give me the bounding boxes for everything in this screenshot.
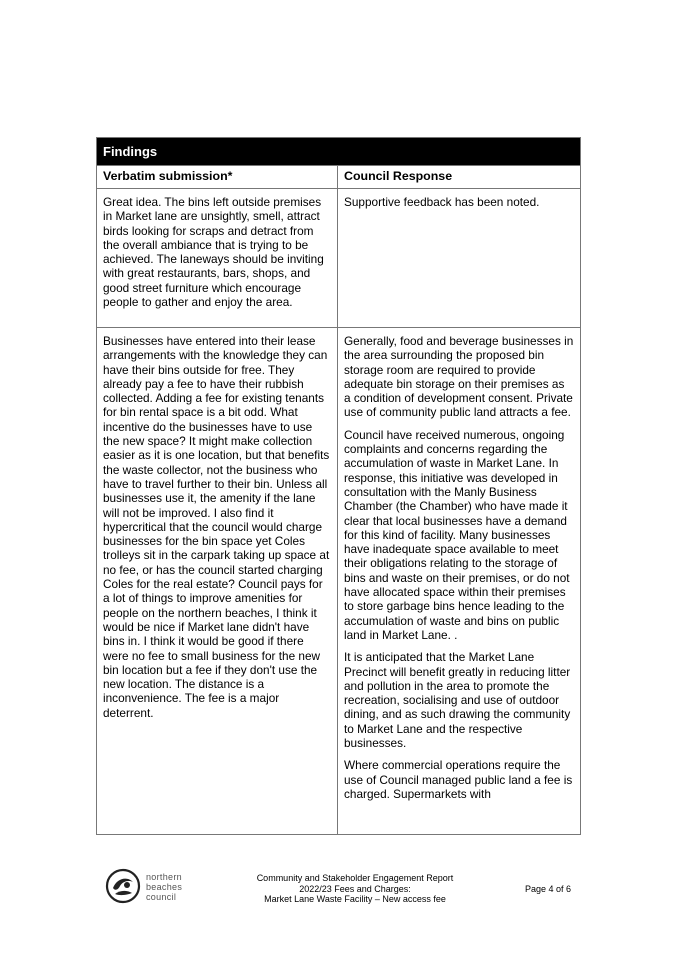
submission-text: Businesses have entered into their lease arrangements with the knowledge they can have their bins outside for free. They already pay a fee to have their rubbish collected. Adding a fee for existing tenants for bin rental space is a bit odd. What incentive do the businesses have to use the new space? It might make collection easier as it is one location, but that benefits the waste collector, not the business who have to travel further to their bin. Unless all businesses use it, the amenity if the lane will not be improved. I also find it hypercritical that the council would charge businesses for the bin space yet Coles trolleys sit in the carpark taking up space at no fee, or has the council started charging Coles for the real estate? Council pays for a lot of things to improve amenities for people on the northern beaches, I think it would be nice if Market lane didn't have bins in. I think it would be good if there were no fee to small business for the new bin location but a fee if they don't use the new location. The distance is a inconvenience. The fee is a major deterrent. xyxy=(103,334,330,720)
response-cell xyxy=(338,328,581,835)
submission-text: Great idea. The bins left outside premises in Market lane are unsightly, smell, attract birds looking for scraps and detract from the overall ambiance that is trying to be achieved. The laneways should be inviting with great restaurants, bars, shops, and good street furniture which encourage people to gather and enjoy the area. xyxy=(103,195,324,310)
table-title-row xyxy=(97,138,581,166)
submission-cell xyxy=(97,328,338,835)
response-cell xyxy=(338,189,581,328)
response-text: Supportive feedback has been noted. xyxy=(344,195,540,209)
table-row xyxy=(97,328,581,835)
response-paragraph: Where commercial operations require the use of Council managed public land a fee is charged. Supermarkets with xyxy=(344,758,573,801)
table-title: Findings xyxy=(97,138,581,166)
footer-line: 2022/23 Fees and Charges: xyxy=(299,883,411,894)
council-logo-icon xyxy=(105,868,141,904)
submission-cell xyxy=(97,189,338,328)
table-header-row xyxy=(97,166,581,189)
page-footer xyxy=(0,860,675,920)
response-paragraph: It is anticipated that the Market Lane Precinct will benefit greatly in reducing litter and pollution in the area to promote the recreation, socialising and use of outdoor dining, and as such drawing the community to Market Lane and the respective businesses. xyxy=(344,650,571,751)
response-paragraph: Generally, food and beverage businesses in the area surrounding the proposed bin storage room are required to provide adequate bin storage on their premises as a condition of development consent. Private use of community public land attracts a fee. xyxy=(344,334,574,420)
footer-report-title xyxy=(240,873,470,905)
logo-word: northern xyxy=(146,872,182,882)
footer-line: Community and Stakeholder Engagement Report xyxy=(256,873,454,883)
council-logo-wordmark xyxy=(146,872,182,902)
column-header-response: Council Response xyxy=(338,166,581,189)
findings-table xyxy=(96,137,581,835)
column-header-submission: Verbatim submission* xyxy=(97,166,338,189)
page-number: Page 4 of 6 xyxy=(525,884,572,894)
response-paragraph: Council have received numerous, ongoing complaints and concerns regarding the accumulation of waste in Market Lane. In response, this initiative was developed in consultation with the Manly Business Chamber (the Chamber) who have made it clear that local businesses have a demand for this kind of facility. Many businesses have inadequate space available to meet their obligations relating to the storage of bins and waste on their premises, or do not have allocated space within their premises to store garbage bins hence leading to the accumulation of waste and bins on public land in Market Lane. . xyxy=(344,427,570,642)
footer-line: Market Lane Waste Facility – New access fee xyxy=(264,894,446,904)
logo-word: beaches xyxy=(146,882,183,892)
logo-word: council xyxy=(146,892,177,902)
table-row xyxy=(97,189,581,328)
